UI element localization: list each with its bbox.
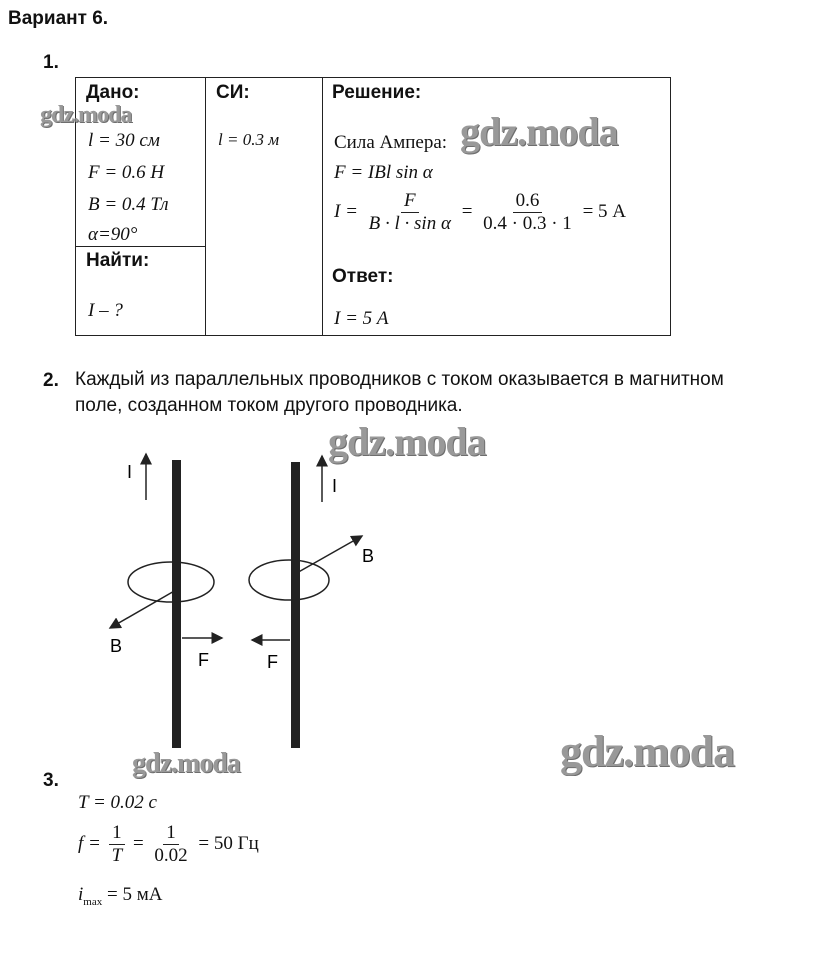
- given-item: l = 30 см: [88, 130, 160, 151]
- watermark: gdz.moda: [328, 419, 486, 464]
- fraction: [366, 190, 454, 235]
- given-item: B = 0.4 Тл: [88, 194, 169, 215]
- numerator: 1: [109, 822, 125, 845]
- denominator: 0.4 · 0.3 · 1: [483, 213, 572, 234]
- symbol: i: [78, 884, 84, 905]
- task2-number: 2.: [43, 370, 59, 391]
- watermark: gdz.moda: [132, 748, 240, 779]
- numerator: 1: [163, 822, 179, 845]
- conductor-right: [291, 462, 300, 748]
- watermark: gdz.moda: [40, 102, 132, 128]
- conductors-diagram: [0, 440, 838, 760]
- answer-value: I = 5 А: [334, 308, 389, 329]
- equals: =: [132, 832, 144, 854]
- formula-lhs: f =: [78, 832, 101, 854]
- label-current: I: [332, 476, 338, 496]
- divider: [76, 246, 206, 247]
- given-item: F = 0.6 Н: [88, 162, 165, 183]
- divider: [205, 78, 206, 335]
- formula-lhs: I =: [334, 200, 358, 222]
- denominator: 0.02: [154, 845, 188, 866]
- value: = 5 мА: [102, 884, 163, 905]
- divider: [322, 78, 323, 335]
- numerator: F: [401, 190, 419, 213]
- subscript: max: [83, 895, 103, 908]
- period-line: [78, 792, 157, 814]
- solution-header: Решение:: [332, 82, 422, 103]
- frequency-line: [78, 822, 259, 867]
- fraction: [151, 822, 190, 867]
- field-loop-right: [249, 560, 329, 600]
- given-header: Дано:: [86, 82, 140, 103]
- field-arrow-left: [110, 590, 176, 628]
- result: = 5 А: [582, 200, 626, 222]
- denominator: T: [111, 845, 123, 866]
- field-loop-left: [128, 562, 214, 602]
- si-item: l = 0.3 м: [218, 130, 280, 149]
- solution-label: Сила Ампера:: [334, 132, 448, 153]
- result: = 50 Гц: [198, 832, 259, 854]
- label-field: B: [362, 546, 375, 566]
- si-header: СИ:: [216, 82, 250, 103]
- conductor-left: [172, 460, 181, 748]
- fraction: [480, 190, 575, 235]
- task2-text: поле, созданном током другого проводника.: [75, 395, 463, 416]
- equals: =: [461, 200, 473, 222]
- task2-text: Каждый из параллельных проводников с током оказывается в магнитном: [75, 369, 724, 390]
- fraction: [109, 822, 126, 867]
- watermark: gdz.moda: [460, 109, 618, 154]
- variant-title: Вариант 6.: [8, 8, 109, 29]
- watermark: gdz.moda: [560, 727, 735, 776]
- label-field: B: [110, 636, 123, 656]
- task3-number: 3.: [43, 770, 59, 791]
- label-force: F: [198, 650, 209, 670]
- numerator: 0.6: [513, 190, 543, 213]
- label-force: F: [267, 652, 278, 672]
- find-value: I – ?: [88, 300, 123, 321]
- denominator: B · l · sin α: [368, 213, 451, 234]
- task1-number: 1.: [43, 52, 59, 73]
- current-max-line: [78, 884, 162, 908]
- find-header: Найти:: [86, 250, 150, 271]
- answer-header: Ответ:: [332, 266, 394, 287]
- field-arrow-right: [295, 536, 362, 574]
- formula-ampere: F = IBl sin α: [334, 162, 433, 183]
- period-value: T = 0.02 с: [78, 792, 157, 813]
- label-current: I: [127, 462, 133, 482]
- formula-current: [334, 190, 626, 235]
- given-item: α=90°: [88, 224, 138, 245]
